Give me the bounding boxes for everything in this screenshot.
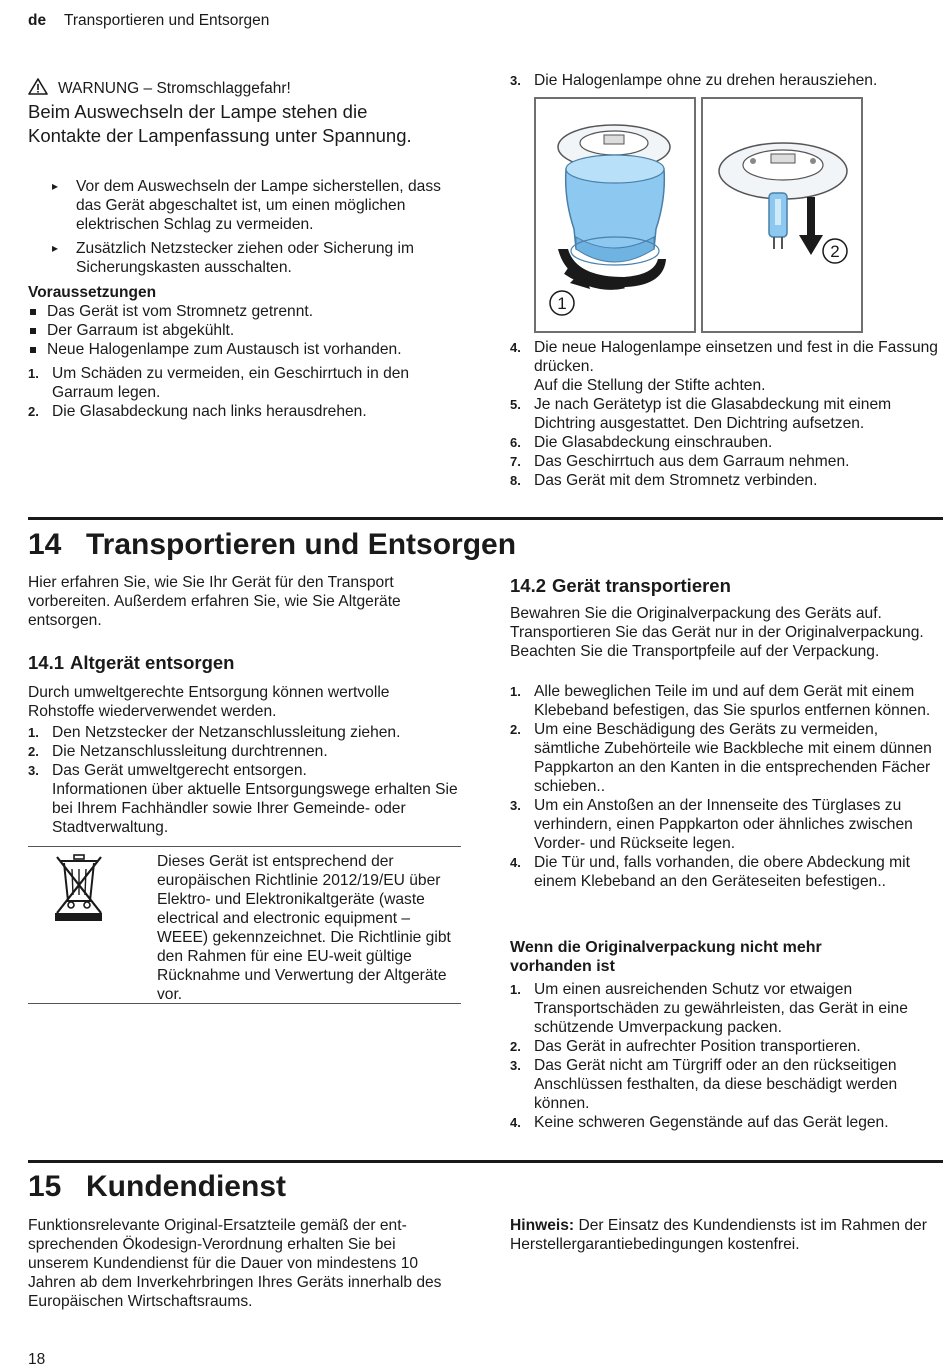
warning-triangle-icon — [28, 78, 48, 95]
glass-cover-illustration — [536, 99, 694, 331]
section-14-2-heading: 14.2 Gerät transportieren — [510, 575, 731, 596]
header-title: Transportieren und Entsorgen — [64, 12, 270, 29]
section-14-2-intro: Bewahren Sie die Originalverpackung des Geräts auf. Transportieren Sie das Gerät nur in der Originalverpackung. Beachten Sie die Transportpfeile auf der Verpackung. — [510, 605, 924, 660]
step-item: 1. Den Netzstecker der Netzanschlussleitung ziehen. — [28, 724, 401, 741]
disposal-steps — [28, 723, 460, 837]
section-14-1-intro: Durch umweltgerechte Entsorgung können wertvolle Rohstoffe wiederverwendet werden. — [28, 684, 390, 720]
prereq-item: Der Garraum ist abgekühlt. — [28, 321, 468, 340]
step-item: 8. Das Gerät mit dem Stromnetz verbinden. — [510, 472, 818, 489]
step-item: 7. Das Geschirrtuch aus dem Garraum nehmen. — [510, 453, 850, 470]
no-packaging-heading: Wenn die Originalverpackung nicht mehr vorhanden ist — [510, 939, 822, 975]
step-item: 4. Keine schweren Gegenstände auf das Gerät legen. — [510, 1114, 889, 1131]
step-item: 4. Die Tür und, falls vorhanden, die obere Abdeckung mit einem Klebeband an den Geräteseiten befestigen.. — [510, 854, 910, 890]
section-14-heading: 14 Transportieren und Entsorgen — [28, 528, 517, 561]
prereq-item: Neue Halogenlampe zum Austausch ist vorhanden. — [28, 340, 468, 359]
step-item: 3. Die Halogenlampe ohne zu drehen herausziehen. — [510, 72, 878, 89]
lamp-steps-left — [28, 364, 468, 421]
header-language: de — [28, 12, 47, 29]
page-number: 18 — [28, 1351, 46, 1368]
step-item: 2. Um eine Beschädigung des Geräts zu vermeiden, sämtliche Zubehörteile wie Backbleche mit einem dünnen Pappkarton an den Kanten in die entsprechenden Fächer schieben.. — [510, 721, 932, 795]
prereq-list — [28, 302, 468, 359]
step-item: 3. Das Gerät nicht am Türgriff oder an den rückseitigen Anschlüssen festhalten, da diese beschädigt werden können. — [510, 1057, 898, 1112]
figure-unscrew-cover — [534, 97, 696, 333]
step-item: 5. Je nach Gerätetyp ist die Glasabdeckung mit einem Dichtring ausgestattet. Den Dichtring aufsetzen. — [510, 396, 892, 432]
section-divider — [28, 1160, 943, 1163]
figure-label-2: 2 — [830, 242, 840, 261]
section-14-intro: Hier erfahren Sie, wie Sie Ihr Gerät für den Transport vorbereiten. Außerdem erfahren Sie, wie Sie Altgeräte entsorgen. — [28, 574, 401, 629]
weee-text: Dieses Gerät ist entsprechend der europäischen Richtlinie 2012/19/EU über Elektro- und Elektronikaltgeräte (waste electrical and electronic equipment – WEEE) gekennzeichnet. Die Richtlinie gibt den Rahmen für eine EU-weit gültige Rücknahme und Verwertung der Altgeräte vor. — [157, 853, 451, 1003]
warning-label: WARNUNG – Stromschlaggefahr! — [58, 80, 291, 97]
warning-bullet: ▸ Vor dem Auswechseln der Lampe sicherstellen, dass das Gerät abgeschaltet ist, um einen möglichen elektrischen Schlag zu vermeiden. — [28, 177, 468, 234]
step-item: 2. Die Netzanschlussleitung durchtrennen. — [28, 743, 328, 760]
step-item: 2. Das Gerät in aufrechter Position transportieren. — [510, 1038, 861, 1055]
section-15-text: Funktionsrelevante Original-Ersatzteile gemäß der entsprechenden Ökodesign-Verordnung erhalten Sie bei unserem Kundendienst für die Dauer von mindestens 10 Jahren ab dem Inverkehrbringen Ihres Geräts innerhalb des Europäischen Wirtschaftsraums. — [28, 1217, 442, 1310]
prereq-item: Das Gerät ist vom Stromnetz getrennt. — [28, 302, 468, 321]
prereq-title: Voraussetzungen — [28, 284, 157, 301]
step-item: 1. Alle beweglichen Teile im und auf dem Gerät mit einem Klebeband befestigen, das Sie spurlos entfernen können. — [510, 683, 931, 719]
halogen-lamp-illustration — [703, 99, 861, 331]
lamp-steps-right — [510, 338, 945, 490]
warning-bullets — [28, 177, 468, 282]
step-item: 1. Um Schäden zu vermeiden, ein Geschirrtuch in den Garraum legen. — [28, 365, 410, 401]
section-15-heading: 15 Kundendienst — [28, 1170, 286, 1203]
weee-bar — [55, 913, 102, 921]
section-divider — [28, 517, 943, 520]
no-packaging-steps — [510, 980, 942, 1132]
step-item: 3. Das Gerät umweltgerecht entsorgen. Informationen über aktuelle Entsorgungswege erhalten Sie bei Ihrem Fachhändler sowie Ihrer Gemeinde- oder Stadtverwaltung. — [28, 762, 458, 836]
warning-text: Beim Auswechseln der Lampe stehen die Kontakte der Lampenfassung unter Spannung. — [28, 101, 412, 146]
section-14-1-heading: 14.1 Altgerät entsorgen — [28, 652, 235, 673]
step-item: 6. Die Glasabdeckung einschrauben. — [510, 434, 773, 451]
transport-steps — [510, 682, 942, 891]
lamp-step-3 — [510, 71, 945, 90]
step-item: 3. Um ein Anstoßen an der Innenseite des Türglases zu verhindern, einen Pappkarton oder ähnliches zwischen Vorder- und Rückseite legen. — [510, 797, 913, 852]
step-item: 2. Die Glasabdeckung nach links herausdrehen. — [28, 403, 367, 420]
section-15-note: Hinweis: Der Einsatz des Kundendiensts ist im Rahmen der Herstellergarantiebedingungen kostenfrei. — [510, 1217, 927, 1253]
step-item: 1. Um einen ausreichenden Schutz vor etwaigen Transportschäden zu gewährleisten, das Gerät in eine schützende Umverpackung packen. — [510, 981, 908, 1036]
figure-pull-lamp — [701, 97, 863, 333]
warning-bullet: ▸ Zusätzlich Netzstecker ziehen oder Sicherung im Sicherungskasten ausschalten. — [28, 239, 468, 277]
figure-label-1: 1 — [557, 294, 567, 313]
step-item: 4. Die neue Halogenlampe einsetzen und fest in die Fassung drücken. Auf die Stellung der Stifte achten. — [510, 339, 938, 394]
warning-label-row — [28, 78, 468, 98]
weee-notice — [28, 846, 461, 1004]
